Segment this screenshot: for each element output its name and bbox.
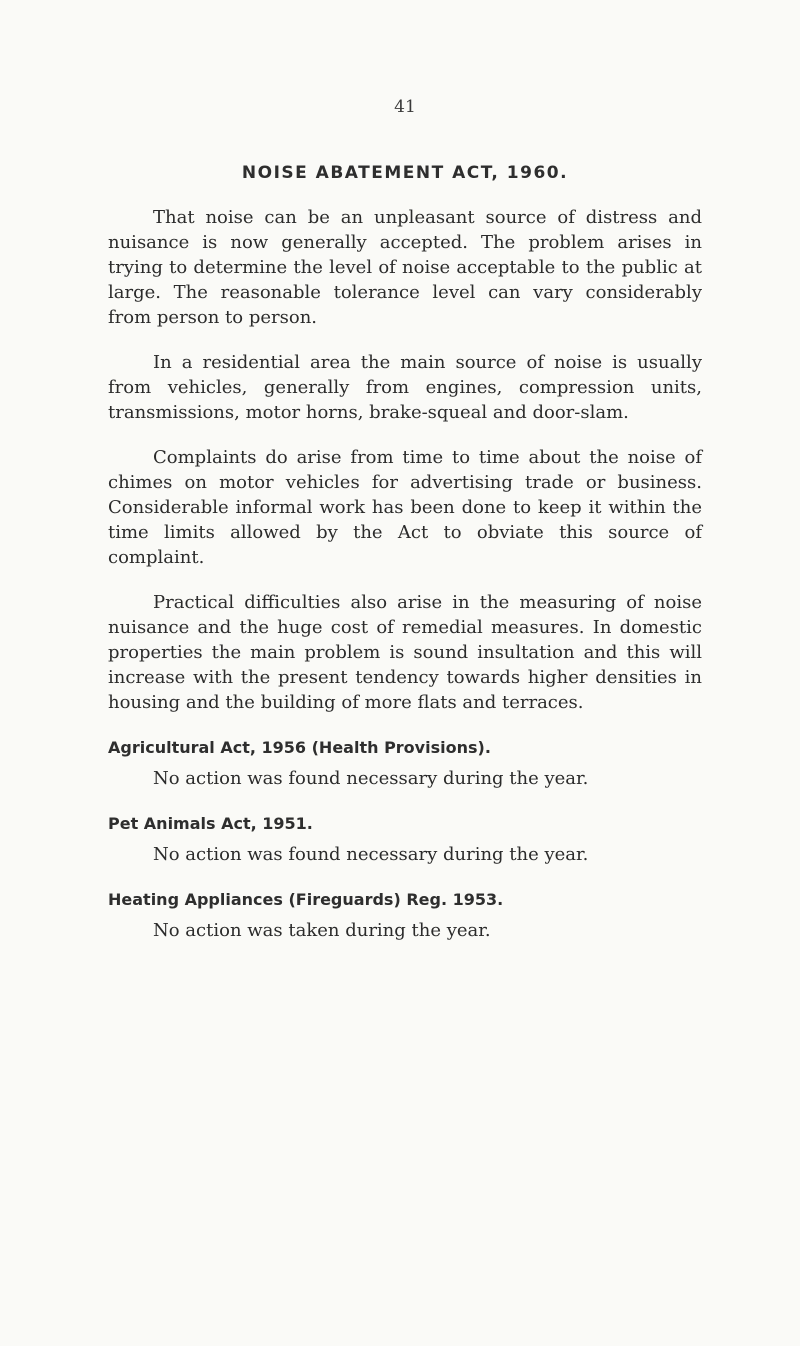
paragraph-residential-noise: In a residential area the main source of noise is usually from vehicles, generally from engines, compression units, transmissions, motor horns, brake-squeal and door-slam. <box>108 352 702 423</box>
section-heading-agricultural-act: Agricultural Act, 1956 (Health Provisions). <box>108 738 491 757</box>
section-text-agricultural-act: No action was found necessary during the year. <box>153 768 589 789</box>
section-heading-heating-appliances-reg: Heating Appliances (Fireguards) Reg. 1953. <box>108 890 504 909</box>
section-heading-pet-animals-act: Pet Animals Act, 1951. <box>108 814 313 833</box>
section-text-heating-appliances-reg: No action was taken during the year. <box>153 920 491 941</box>
paragraph-noise-distress: That noise can be an unpleasant source of distress and nuisance is now generally accepted. The problem arises in trying to determine the level of noise acceptable to the public at large. The reasonable tolerance level can vary considerably from person to person. <box>108 207 702 328</box>
page-title: NOISE ABATEMENT ACT, 1960. <box>241 163 569 183</box>
page-number: 41 <box>394 97 416 117</box>
paragraph-chimes-complaints: Complaints do arise from time to time about the noise of chimes on motor vehicles for advertising trade or business. Considerable informal work has been done to keep it within the time limits allowed by the Act to obviate this source of complaint. <box>108 447 702 568</box>
body-text <box>108 205 702 963</box>
section-text-pet-animals-act: No action was found necessary during the year. <box>153 844 589 865</box>
paragraph-practical-difficulties: Practical difficulties also arise in the measuring of noise nuisance and the huge cost of remedial measures. In domestic properties the main problem is sound insultation and this will increase with the present tendency towards higher densities in housing and the building of more flats and terraces. <box>108 592 702 713</box>
